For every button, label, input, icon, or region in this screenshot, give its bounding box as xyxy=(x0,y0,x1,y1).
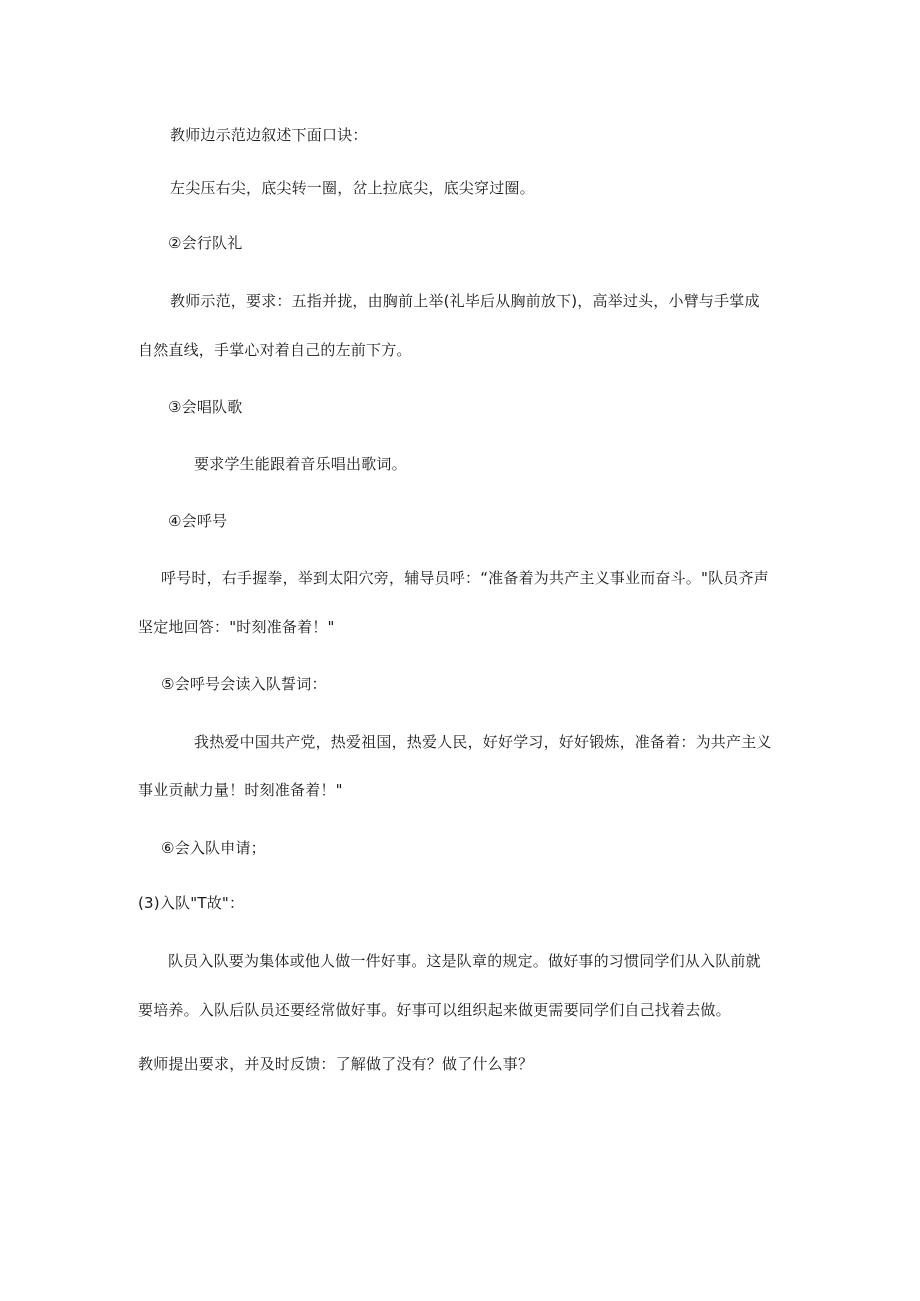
text-line-good-deed-2: 要培养。入队后队员还要经常做好事。好事可以组织起来做更需要同学们自己找着去做。 xyxy=(138,1001,731,1019)
text-line-song-heading: ③会唱队歌 xyxy=(168,398,243,416)
text-line-mnemonic: 左尖压右尖，底尖转一圈，岔上拉底尖，底尖穿过圈。 xyxy=(170,179,535,197)
text-line-song-desc: 要求学生能跟着音乐唱出歌词。 xyxy=(194,455,407,473)
text-line-oath-1: 我热爱中国共产党，热爱祖国，热爱人民，好好学习，好好锻炼，准备着：为共产主义 xyxy=(194,733,772,751)
text-line-call-heading: ④会呼号 xyxy=(168,512,228,530)
text-line-salute-heading: ②会行队礼 xyxy=(168,234,243,252)
text-line-section-3-heading: (3)入队"T故"： xyxy=(138,894,245,912)
text-line-call-desc-2: 坚定地回答："时刻准备着！" xyxy=(138,618,335,636)
text-line-oath-heading: ⑤会呼号会读入队誓词： xyxy=(161,675,327,693)
text-line-mnemonic-intro: 教师边示范边叙述下面口诀： xyxy=(170,126,368,144)
text-line-good-deed-1: 队员入队要为集体或他人做一件好事。这是队章的规定。做好事的习惯同学们从入队前就 xyxy=(168,952,761,970)
text-line-call-desc-1: 呼号时，右手握拳，举到太阳穴旁，辅导员呼：“准备着为共产主义事业而奋斗。"队员齐声 xyxy=(161,569,769,587)
text-line-salute-desc-2: 自然直线，手掌心对着自己的左前下方。 xyxy=(138,341,412,359)
text-line-oath-2: 事业贡献力量！时刻准备着！" xyxy=(138,781,343,799)
text-line-application-heading: ⑥会入队申请； xyxy=(161,839,266,857)
text-line-feedback: 教师提出要求，并及时反馈：了解做了没有？做了什么事？ xyxy=(138,1055,534,1073)
text-line-salute-desc-1: 教师示范，要求：五指并拢，由胸前上举(礼毕后从胸前放下)，高举过头，小臂与手掌成 xyxy=(170,292,760,310)
